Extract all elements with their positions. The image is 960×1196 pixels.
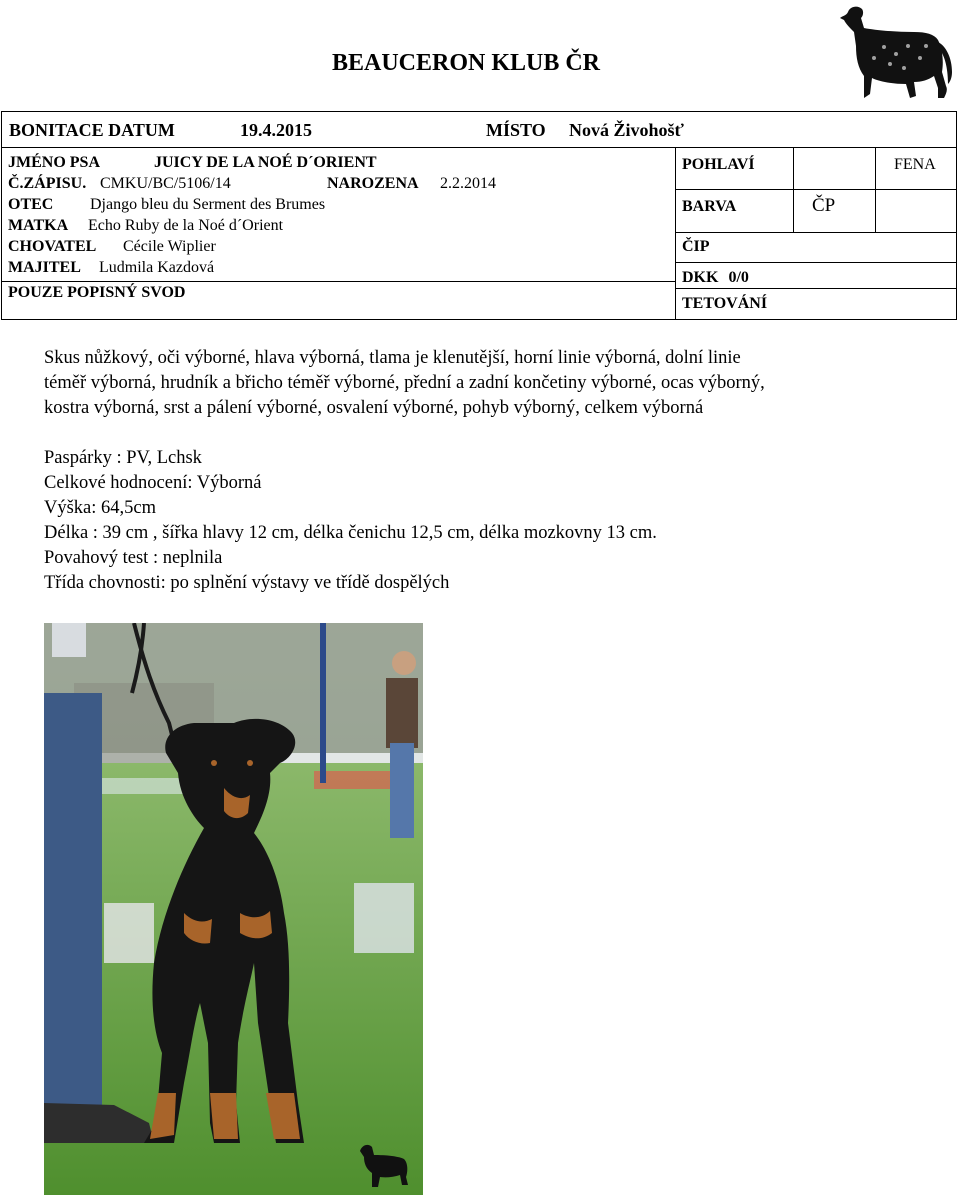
description-line: kostra výborná, srst a pálení výborné, osvalení výborné, pohyb výborný, celkem výborná	[44, 398, 704, 418]
otec-label: OTEC	[8, 196, 54, 213]
row-divider	[2, 281, 676, 282]
zapis-label: Č.ZÁPISU.	[8, 175, 87, 192]
zapis-value: CMKU/BC/5106/14	[100, 175, 231, 192]
narozena-label: NAROZENA	[327, 175, 419, 192]
majitel-value: Ludmila Kazdová	[99, 259, 215, 276]
row-divider	[676, 189, 957, 190]
svod-label: POUZE POPISNÝ SVOD	[8, 284, 186, 301]
misto-label: MÍSTO	[486, 120, 546, 140]
barva-value: ČP	[812, 195, 836, 216]
column-divider	[875, 190, 876, 232]
matka-label: MATKA	[8, 217, 69, 234]
otec-value: Django bleu du Serment des Brumes	[90, 196, 326, 213]
row-divider	[676, 288, 957, 289]
row-divider	[676, 232, 957, 233]
column-divider	[793, 148, 794, 232]
bonitace-header-row	[1, 111, 957, 148]
tetovani-label: TETOVÁNÍ	[682, 295, 768, 312]
pasparky-line: Paspárky : PV, Lchsk	[44, 448, 202, 468]
majitel-label: MAJITEL	[8, 259, 81, 276]
chovatel-label: CHOVATEL	[8, 238, 97, 255]
pohlavi-value: FENA	[894, 156, 936, 173]
dkk-value: 0/0	[728, 269, 749, 282]
barva-label: BARVA	[682, 198, 737, 215]
description-line: téměř výborná, hrudník a břicho téměř výborné, přední a zadní končetiny výborné, ocas výborný,	[44, 373, 765, 393]
jmeno-value: JUICY DE LA NOÉ D´ORIENT	[154, 154, 377, 171]
cip-label: ČIP	[682, 238, 710, 255]
bonitace-date-value: 19.4.2015	[240, 120, 312, 140]
dog-info-table	[1, 148, 957, 320]
evaluation-text	[44, 346, 924, 596]
column-divider	[675, 148, 676, 319]
pohlavi-label: POHLAVÍ	[682, 156, 755, 173]
beauceron-dog-silhouette-icon	[834, 2, 958, 102]
bonitace-date-label: BONITACE DATUM	[9, 120, 175, 140]
dkk-label: DKK	[682, 269, 719, 282]
hodnoceni-line: Celkové hodnocení: Výborná	[44, 473, 262, 493]
narozena-value: 2.2.2014	[440, 175, 496, 192]
dog-photo	[44, 623, 423, 1195]
trida-line: Třída chovnosti: po splnění výstavy ve třídě dospělých	[44, 573, 450, 593]
page-title: BEAUCERON KLUB ČR	[331, 50, 601, 76]
row-divider	[676, 262, 957, 263]
matka-value: Echo Ruby de la Noé d´Orient	[88, 217, 284, 234]
dkk-row	[682, 268, 749, 282]
chovatel-value: Cécile Wiplier	[123, 238, 216, 255]
vyska-line: Výška: 64,5cm	[44, 498, 157, 518]
description-line: Skus nůžkový, oči výborné, hlava výborná, tlama je klenutější, horní linie výborná, dolní linie	[44, 348, 741, 368]
jmeno-label: JMÉNO PSA	[8, 154, 100, 171]
delka-line: Délka : 39 cm , šířka hlavy 12 cm, délka čenichu 12,5 cm, délka mozkovny 13 cm.	[44, 523, 657, 543]
misto-value: Nová Živohošť	[569, 120, 684, 140]
povahovy-line: Povahový test : neplnila	[44, 548, 223, 568]
column-divider	[875, 148, 876, 190]
